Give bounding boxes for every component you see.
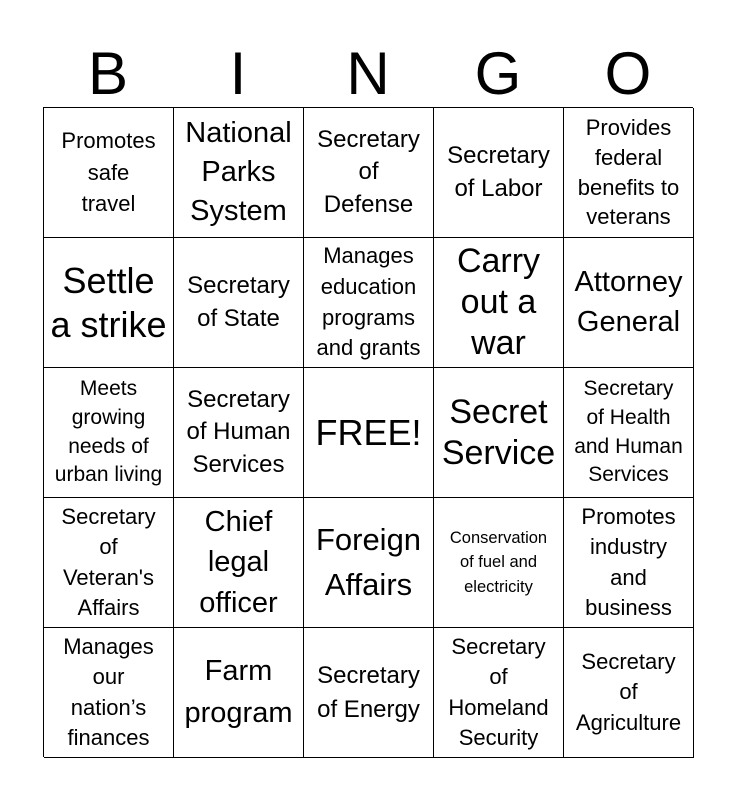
bingo-cell[interactable] [304,368,434,498]
cell-text: Chief legal officer [199,505,278,619]
cell-text: Meets growing needs of urban living [54,376,163,487]
cell-text: Attorney General [574,266,683,338]
bingo-cell[interactable] [564,368,694,498]
bingo-cell[interactable] [174,628,304,758]
cell-text: Secretary of State [187,271,290,332]
cell-text: Secretary of Health and Human Services [574,376,683,487]
bingo-cell[interactable] [564,628,694,758]
bingo-cell[interactable] [44,368,174,498]
header-letter-b: B [87,40,129,107]
cell-text: Secretary of Agriculture [575,648,682,735]
bingo-cell[interactable] [564,108,694,238]
bingo-cell[interactable] [174,368,304,498]
bingo-cell[interactable] [564,238,694,368]
bingo-cell[interactable] [174,498,304,628]
cell-text: Provides federal benefits to veterans [577,114,680,230]
cell-text: Manages our nation’s finances [63,633,154,750]
bingo-cell[interactable] [434,238,564,368]
bingo-cell[interactable] [434,368,564,498]
cell-text: Promotes safe travel [61,127,156,217]
bingo-cell[interactable] [434,498,564,628]
bingo-cell[interactable] [564,498,694,628]
cell-text: Foreign Affairs [315,522,422,602]
cell-text: Farm program [184,655,293,729]
bingo-header [43,40,693,108]
cell-text: Secret Service [441,392,556,472]
header-letter-i: I [229,40,247,107]
cell-text: National Parks System [185,116,292,228]
cell-text: Secretary of Human Services [186,385,291,478]
bingo-cell[interactable] [304,238,434,368]
bingo-board [43,107,693,757]
cell-text: Secretary of Veteran's Affairs [61,503,156,620]
bingo-cell[interactable] [44,628,174,758]
cell-text: Promotes industry and business [581,503,676,620]
bingo-cell[interactable] [434,628,564,758]
bingo-cell[interactable] [44,238,174,368]
header-letter-o: O [604,40,652,107]
bingo-cell[interactable] [434,108,564,238]
cell-text: Secretary of Defense [317,125,420,218]
cell-text: Carry out a war [456,242,541,362]
bingo-cell[interactable] [174,238,304,368]
bingo-cell[interactable] [304,108,434,238]
header-letter-g: G [474,40,522,107]
cell-text: Settle a strike [50,260,167,345]
bingo-cell[interactable] [44,498,174,628]
cell-text: Conservation of fuel and electricity [449,528,548,596]
header-letter-n: N [346,40,390,107]
cell-text: Secretary of Energy [317,661,420,723]
bingo-cell[interactable] [304,628,434,758]
cell-text: Manages education programs and grants [316,242,421,361]
bingo-cell[interactable] [304,498,434,628]
bingo-cell[interactable] [44,108,174,238]
bingo-cell[interactable] [174,108,304,238]
cell-text: Secretary of Labor [447,141,550,202]
cell-text: FREE! [315,411,422,453]
cell-text: Secretary of Homeland Security [448,633,549,750]
